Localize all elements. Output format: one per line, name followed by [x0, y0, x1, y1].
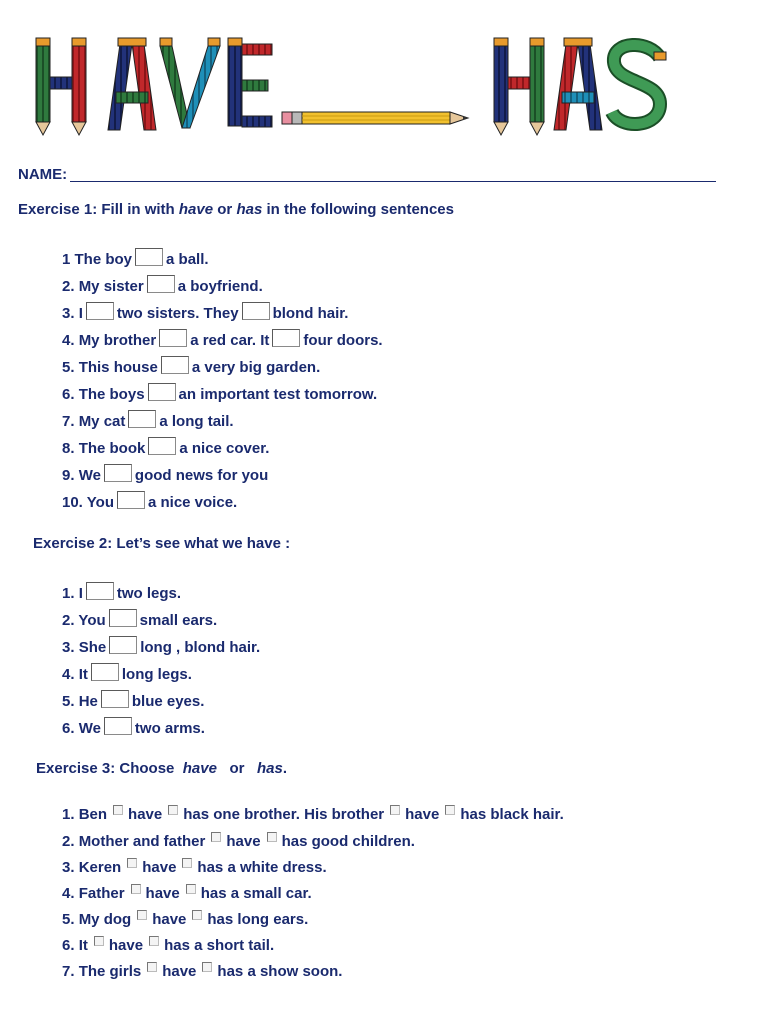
exercise1-title: Exercise 1: Fill in with have or has in the following sentences: [18, 201, 454, 218]
sentence-start: This house: [78, 359, 158, 376]
has-checkbox[interactable]: [168, 805, 178, 815]
option-has: has: [460, 806, 487, 823]
sentence-start: It: [78, 666, 88, 683]
sentence-subject: Mother and father: [78, 833, 206, 850]
has-checkbox[interactable]: [267, 832, 277, 842]
exercise3-sentence: [62, 936, 274, 956]
sentence-start: My sister: [78, 278, 144, 295]
item-number: 1.: [62, 585, 75, 602]
sentence-mid: good news for you: [134, 467, 269, 484]
has-checkbox[interactable]: [186, 884, 196, 894]
item-number: 7.: [62, 413, 75, 430]
item-number: 3.: [62, 305, 75, 322]
option-have: have: [128, 806, 163, 823]
sentence-subject: Ben: [78, 806, 108, 823]
sentence-mid: an important test tomorrow.: [178, 386, 378, 403]
sentence-mid: a very big garden.: [191, 359, 321, 376]
letter-v: [160, 38, 220, 128]
sentence-end: blond hair.: [272, 305, 349, 322]
answer-box[interactable]: [109, 636, 137, 654]
item-number: 2.: [62, 833, 75, 850]
option-have: have: [405, 806, 440, 823]
have-checkbox[interactable]: [211, 832, 221, 842]
sentence-subject: It: [78, 937, 88, 954]
sentence-start: The boy: [74, 251, 133, 268]
answer-box[interactable]: [161, 356, 189, 374]
option-has: has: [281, 833, 308, 850]
have-checkbox[interactable]: [137, 910, 147, 920]
option-has: has: [200, 885, 227, 902]
option-have: have: [145, 885, 180, 902]
answer-box[interactable]: [272, 329, 300, 347]
exercise1-sentence: [62, 437, 269, 457]
option-have: have: [108, 937, 144, 954]
exercise1-sentence: [62, 275, 263, 295]
exercise1-sentence: [62, 464, 268, 484]
item-number: 10.: [62, 494, 83, 511]
sentence-end: long , blond hair.: [140, 639, 261, 656]
sentence-end: two arms.: [134, 720, 205, 737]
sentence-start: We: [78, 720, 101, 737]
item-number: 5.: [62, 359, 75, 376]
exercise1-sentence: [62, 491, 237, 511]
exercise3-sentence: [62, 962, 342, 982]
item-number: 2.: [62, 278, 75, 295]
item-number: 1: [62, 251, 71, 268]
item-number: 8.: [62, 440, 75, 457]
header-title-art: [0, 0, 768, 150]
item-number: 5.: [62, 911, 75, 928]
exercise2-title: Exercise 2: Let’s see what we have :: [33, 535, 291, 552]
exercise2-sentence: [62, 663, 192, 683]
sentence-start: She: [78, 639, 107, 656]
option-has: has: [183, 806, 210, 823]
has-checkbox[interactable]: [149, 936, 159, 946]
item-number: 2.: [62, 612, 75, 629]
sentence-rest: a short tail.: [194, 937, 275, 954]
sentence-end: small ears.: [139, 612, 218, 629]
sentence-mid: a ball.: [166, 251, 209, 268]
item-number: 6.: [62, 720, 75, 737]
answer-box[interactable]: [147, 275, 175, 293]
item-number: 6.: [62, 386, 75, 403]
item-number: 1.: [62, 806, 75, 823]
answer-box[interactable]: [148, 383, 176, 401]
item-number: 9.: [62, 467, 75, 484]
exercise3-sentence: [62, 884, 312, 904]
answer-box[interactable]: [159, 329, 187, 347]
answer-box[interactable]: [109, 609, 137, 627]
exercise2-sentence: [62, 636, 260, 656]
sentence-mid: a nice cover.: [179, 440, 270, 457]
exercise1-sentence: [62, 329, 383, 349]
sentence-mid: two sisters. They: [116, 305, 239, 322]
sentence-start: I: [78, 305, 83, 322]
sentence-start: You: [86, 494, 114, 511]
option-has: has: [197, 859, 224, 876]
answer-box[interactable]: [86, 302, 114, 320]
answer-box[interactable]: [117, 491, 145, 509]
sentence-subject: The girls: [78, 963, 142, 980]
item-number: 4.: [62, 885, 75, 902]
sentence-start: The book: [78, 440, 146, 457]
has-checkbox[interactable]: [445, 805, 455, 815]
sentence-start: He: [78, 693, 98, 710]
has-checkbox[interactable]: [202, 962, 212, 972]
have-checkbox[interactable]: [131, 884, 141, 894]
letter-a-right: [554, 38, 602, 130]
option-have: have: [226, 833, 261, 850]
letter-s: [612, 45, 666, 124]
have-checkbox[interactable]: [127, 858, 137, 868]
have-checkbox[interactable]: [94, 936, 104, 946]
exercise3-sentence: [62, 805, 564, 825]
option-has: has: [164, 937, 190, 954]
answer-box[interactable]: [104, 717, 132, 735]
exercise3-sentence: [62, 910, 308, 930]
item-number: 7.: [62, 963, 75, 980]
answer-box[interactable]: [148, 437, 176, 455]
item-number: 6.: [62, 937, 75, 954]
item-number: 5.: [62, 693, 75, 710]
exercise3-sentence: [62, 858, 327, 878]
item-number: 4.: [62, 332, 75, 349]
sentence-mid: a nice voice.: [147, 494, 238, 511]
sentence-mid: a red car. It: [190, 332, 270, 349]
sentence-mid: a long tail.: [159, 413, 234, 430]
item-number: 3.: [62, 639, 75, 656]
exercise1-sentence: [62, 410, 234, 430]
exercise2-sentence: [62, 690, 204, 710]
sentence-end: four doors.: [303, 332, 383, 349]
answer-box[interactable]: [101, 690, 129, 708]
sentence-subject: Keren: [78, 859, 122, 876]
letter-h-left: [36, 38, 86, 135]
answer-box[interactable]: [128, 410, 156, 428]
option-have: have: [162, 963, 197, 980]
sentence-rest: a small car.: [230, 885, 312, 902]
exercise2-sentence: [62, 717, 205, 737]
sentence-rest: long ears.: [237, 911, 309, 928]
sentence-subject: My dog: [78, 911, 132, 928]
sentence-rest: a show soon.: [247, 963, 343, 980]
exercise1-sentence: [62, 302, 348, 322]
sentence-rest: good children.: [311, 833, 415, 850]
exercise2-sentence: [62, 609, 217, 629]
sentence-start: The boys: [78, 386, 145, 403]
item-number: 3.: [62, 859, 75, 876]
option-has: has: [217, 963, 244, 980]
option-have: have: [152, 911, 187, 928]
sentence-end: two legs.: [116, 585, 182, 602]
have-checkbox[interactable]: [147, 962, 157, 972]
answer-box[interactable]: [86, 582, 114, 600]
sentence-rest: a white dress.: [227, 859, 327, 876]
sentence-subject: Father: [78, 885, 125, 902]
name-label: NAME:: [18, 166, 68, 183]
sentence-start: We: [78, 467, 101, 484]
exercise3-title: Exercise 3: Choose have or has.: [36, 760, 288, 777]
exercise2-sentence: [62, 582, 181, 602]
have-checkbox[interactable]: [390, 805, 400, 815]
sentence-end: long legs.: [121, 666, 192, 683]
exercise1-sentence: [62, 248, 209, 268]
name-field-line[interactable]: [70, 181, 716, 182]
sentence-start: My cat: [78, 413, 126, 430]
sentence-start: I: [78, 585, 83, 602]
item-number: 4.: [62, 666, 75, 683]
exercise1-sentence: [62, 356, 320, 376]
letter-a-left: [108, 38, 156, 130]
pencil-divider: [282, 112, 468, 124]
has-checkbox[interactable]: [182, 858, 192, 868]
exercise1-sentence: [62, 383, 377, 403]
sentence-start: You: [78, 612, 106, 629]
answer-box[interactable]: [91, 663, 119, 681]
answer-box[interactable]: [242, 302, 270, 320]
letter-e: [228, 38, 272, 127]
option-has: has: [207, 911, 234, 928]
sentence-end: blue eyes.: [131, 693, 205, 710]
exercise3-sentence: [62, 832, 415, 852]
has-checkbox[interactable]: [192, 910, 202, 920]
sentence-start: My brother: [78, 332, 157, 349]
option-have: have: [142, 859, 177, 876]
letter-h-right: [494, 38, 544, 135]
sentence-end: black hair.: [490, 806, 564, 823]
sentence-mid: a boyfriend.: [177, 278, 263, 295]
sentence-rest: one brother. His brother: [213, 806, 385, 823]
have-checkbox[interactable]: [113, 805, 123, 815]
answer-box[interactable]: [135, 248, 163, 266]
answer-box[interactable]: [104, 464, 132, 482]
